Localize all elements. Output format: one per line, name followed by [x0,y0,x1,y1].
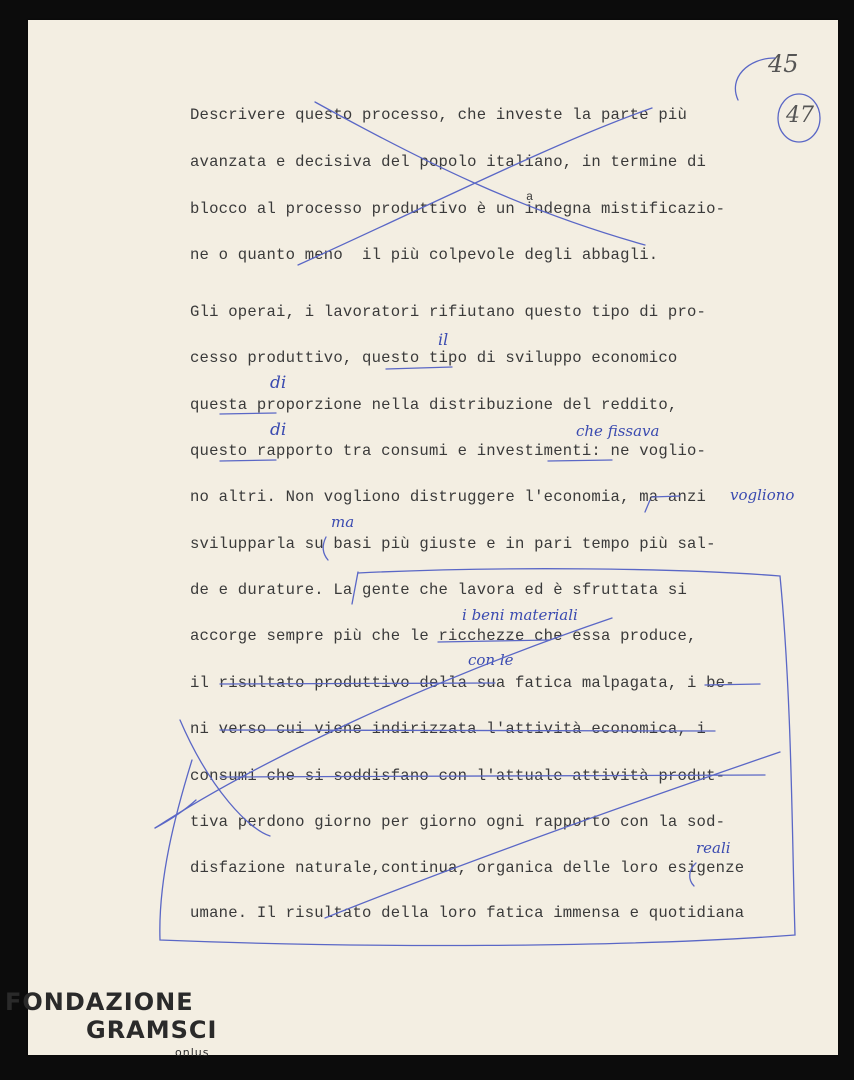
typed-superscript: a [526,190,534,204]
typed-line: questa proporzione nella distribuzione del reddito, [190,396,678,414]
annotation-ma: ma [331,513,355,531]
watermark-line3: onlus [175,1046,210,1059]
typed-line: consumi che si soddisfano con l'attuale attività produt- [190,767,726,785]
typed-line: accorge sempre più che le ricchezze che essa produce, [190,627,697,645]
annotation-di: di [270,420,287,440]
typed-line: de e durature. La gente che lavora ed è sfruttata si [190,581,688,599]
typed-line: disfazione naturale,continua, organica delle loro esigenze [190,859,745,877]
annotation-il: il [438,330,449,349]
typed-line: ne o quanto meno il più colpevole degli abbagli. [190,246,659,264]
annotation-di: di [270,373,287,393]
annotation-che-fissava: che fissava [576,422,660,440]
watermark-line2: GRAMSCI [86,1016,218,1044]
annotation-vogliono: vogliono [730,486,795,504]
typed-line: umane. Il risultato della loro fatica immensa e quotidiana [190,904,745,922]
typed-line: questo rapporto tra consumi e investimenti: ne voglio- [190,442,707,460]
typed-line: blocco al processo produttivo è un indegna mistificazio- [190,200,726,218]
watermark-line1: FONDAZIONE [5,988,194,1016]
typed-line: tiva perdono giorno per giorno ogni rapporto con la sod- [190,813,726,831]
typed-line: Descrivere questo processo, che investe la parte più [190,106,688,124]
typed-line: avanzata e decisiva del popolo italiano, in termine di [190,153,707,171]
typed-line: cesso produttivo, questo tipo di sviluppo economico [190,349,678,367]
annotation-beni-materiali: i beni materiali [462,606,578,624]
folio-number-circled: 47 [786,103,814,128]
annotation-reali: reali [696,839,731,857]
typed-line: il risultato produttivo della sua fatica malpagata, i be- [190,674,735,692]
typed-line: Gli operai, i lavoratori rifiutano questo tipo di pro- [190,303,707,321]
typed-line: svilupparla su basi più giuste e in pari tempo più sal- [190,535,716,553]
typed-line: ni verso cui viene indirizzata l'attività economica, i [190,720,707,738]
folio-number: 45 [768,50,799,78]
typed-line: no altri. Non vogliono distruggere l'economia, ma anzi [190,488,707,506]
annotation-con-le: con le [468,651,514,669]
